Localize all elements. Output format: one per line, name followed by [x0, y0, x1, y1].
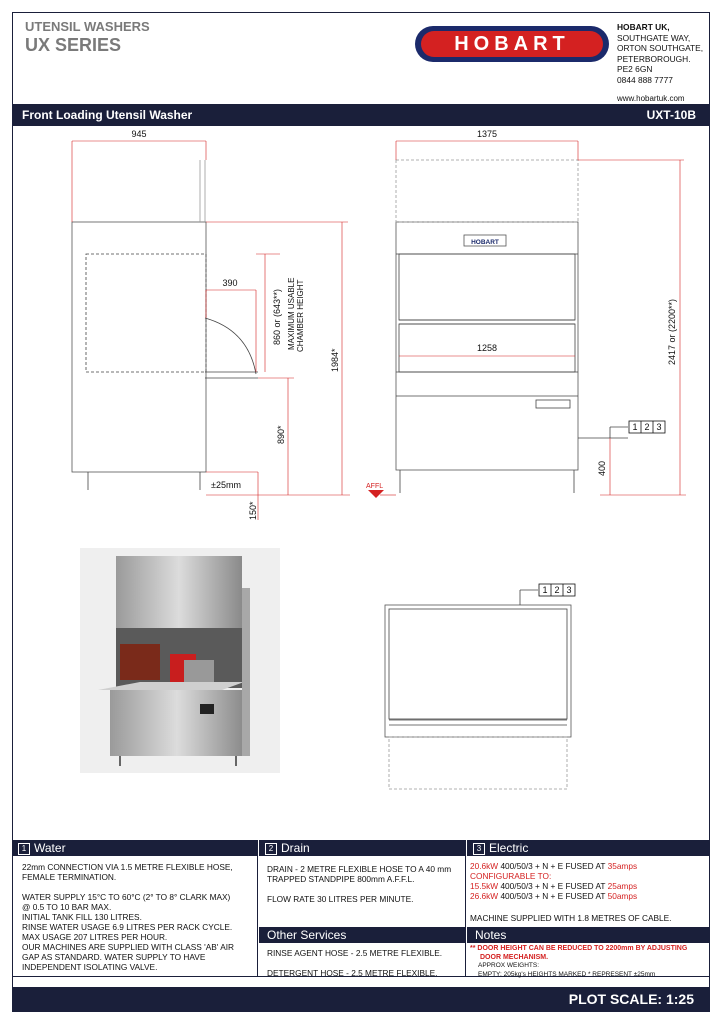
service-callout-front: [629, 421, 665, 433]
door-note: ** DOOR HEIGHT CAN BE REDUCED TO 2200mm BY ADJUSTING: [470, 945, 688, 952]
footer-bar: [12, 987, 710, 1012]
electric-line: 20.6kW 400/50/3 + N + E FUSED AT 35amps: [470, 861, 638, 871]
dim-side-width: 945: [131, 129, 147, 139]
website-link[interactable]: www.hobartuk.com: [617, 94, 685, 103]
section-number: 2: [265, 843, 277, 855]
rinse-hose: RINSE AGENT HOSE - 2.5 METRE FLEXIBLE.: [267, 948, 443, 958]
weights-note: EMPTY: 205kg's HEIGHTS MARKED * REPRESENT ±25mm: [478, 970, 656, 978]
spacer: [267, 958, 463, 968]
address-line: PE2 6GN: [617, 64, 653, 74]
category-title: UTENSIL WASHERS: [25, 19, 150, 34]
callout-1: 1: [542, 585, 548, 595]
affl-label: AFFL: [366, 483, 384, 490]
spacer: [470, 901, 708, 913]
water-line: RINSE WATER USAGE 6.9 LITRES PER RACK CYCLE.: [22, 922, 233, 932]
drain-line: DRAIN - 2 METRE FLEXIBLE HOSE TO A 40 mm: [267, 864, 452, 874]
front-badge-text: HOBART: [471, 239, 499, 246]
drain-line: TRAPPED STANDPIPE 800mm A.F.F.L.: [267, 874, 415, 884]
notes-details: [470, 945, 708, 979]
water-line: WATER SUPPLY 15°C TO 60°C (2° TO 8° CLARK MAX): [22, 892, 231, 902]
specifications-table: [12, 840, 710, 977]
section-title: Water: [34, 841, 66, 855]
front-view: [396, 160, 628, 493]
water-line: GAP AS STANDARD. WATER SUPPLY TO HAVE: [22, 952, 206, 962]
dim-total-height: 2417 or (2200**): [667, 298, 677, 365]
chamber-label-2: CHAMBER HEIGHT: [296, 279, 305, 352]
company-name: HOBART UK,: [617, 22, 670, 32]
callout-2: 2: [554, 585, 560, 595]
dim-base: 150*: [248, 501, 258, 520]
service-callout-plan: [539, 584, 575, 596]
water-details: [22, 862, 254, 972]
other-services-details: [267, 948, 463, 978]
water-header: [12, 840, 257, 856]
water-line: MAX USAGE 207 LITRES PER HOUR.: [22, 932, 168, 942]
notes-header: Notes: [467, 927, 710, 943]
spacer: [267, 884, 463, 894]
water-line: 22mm CONNECTION VIA 1.5 METRE FLEXIBLE HOSE,: [22, 862, 233, 872]
water-line: INDEPENDENT ISOLATING VALVE.: [22, 962, 158, 972]
logo-text: HOBART: [421, 31, 603, 57]
front-dimensions: [380, 141, 686, 495]
address-line: SOUTHGATE WAY,: [617, 32, 691, 43]
plot-scale: PLOT SCALE: 1:25: [568, 991, 694, 1007]
dim-counter: 890*: [276, 425, 286, 444]
drain-details: [267, 864, 463, 904]
section-title: Drain: [281, 841, 310, 855]
other-services-header: Other Services: [259, 927, 465, 943]
section-number: 1: [18, 843, 30, 855]
dim-inner-width: 1258: [476, 343, 498, 353]
drain-header: [259, 840, 465, 856]
electric-details: [470, 861, 708, 923]
door-note: DOOR MECHANISM.: [480, 953, 549, 961]
dim-door: 390: [222, 278, 238, 288]
dim-chamber: 860 or (643**): [272, 288, 282, 345]
electric-line: 26.6kW 400/50/3 + N + E FUSED AT 50amps: [470, 891, 638, 901]
weights-label: APPROX WEIGHTS:: [478, 962, 540, 969]
callout-3: 3: [566, 585, 572, 595]
spacer: [22, 882, 254, 892]
plan-view: [385, 590, 571, 789]
model-number: UXT-10B: [646, 108, 696, 122]
dim-side-height: 1984*: [330, 348, 340, 372]
water-line: FEMALE TERMINATION.: [22, 872, 117, 882]
callout-1: 1: [632, 422, 638, 432]
callout-3: 3: [656, 422, 662, 432]
series-title: UX SERIES: [25, 35, 122, 55]
address-line: ORTON SOUTHGATE,: [617, 43, 704, 53]
side-view: [72, 160, 258, 490]
affl-arrow: [368, 490, 384, 498]
address-line: PETERBOROUGH.: [617, 53, 691, 64]
detergent-hose: DETERGENT HOSE - 2.5 METRE FLEXIBLE.: [267, 968, 438, 978]
water-line: @ 0.5 TO 10 BAR MAX.: [22, 902, 112, 912]
dim-front-width: 1375: [476, 129, 498, 139]
configurable-label: CONFIGURABLE TO:: [470, 871, 552, 881]
phone-number: 0844 888 7777: [617, 74, 673, 85]
side-dimensions: [72, 141, 350, 520]
product-photo: [80, 548, 280, 773]
product-name: Front Loading Utensil Washer: [22, 108, 193, 122]
section-number: 3: [473, 843, 485, 855]
electric-header: [467, 840, 710, 856]
callout-2: 2: [644, 422, 650, 432]
water-line: INITIAL TANK FILL 130 LITRES.: [22, 912, 142, 922]
dim-plinth: 400: [597, 460, 607, 476]
cable-note: MACHINE SUPPLIED WITH 1.8 METRES OF CABLE.: [470, 913, 672, 923]
chamber-label-1: MAXIMUM USABLE: [287, 277, 296, 350]
drain-line: FLOW RATE 30 LITRES PER MINUTE.: [267, 894, 414, 904]
dim-feet: ±25mm: [211, 480, 241, 490]
electric-line: 15.5kW 400/50/3 + N + E FUSED AT 25amps: [470, 881, 638, 891]
section-title: Electric: [489, 841, 529, 855]
water-line: OUR MACHINES ARE SUPPLIED WITH CLASS 'AB' AIR: [22, 942, 235, 952]
divider: [257, 840, 258, 977]
divider: [465, 840, 466, 977]
